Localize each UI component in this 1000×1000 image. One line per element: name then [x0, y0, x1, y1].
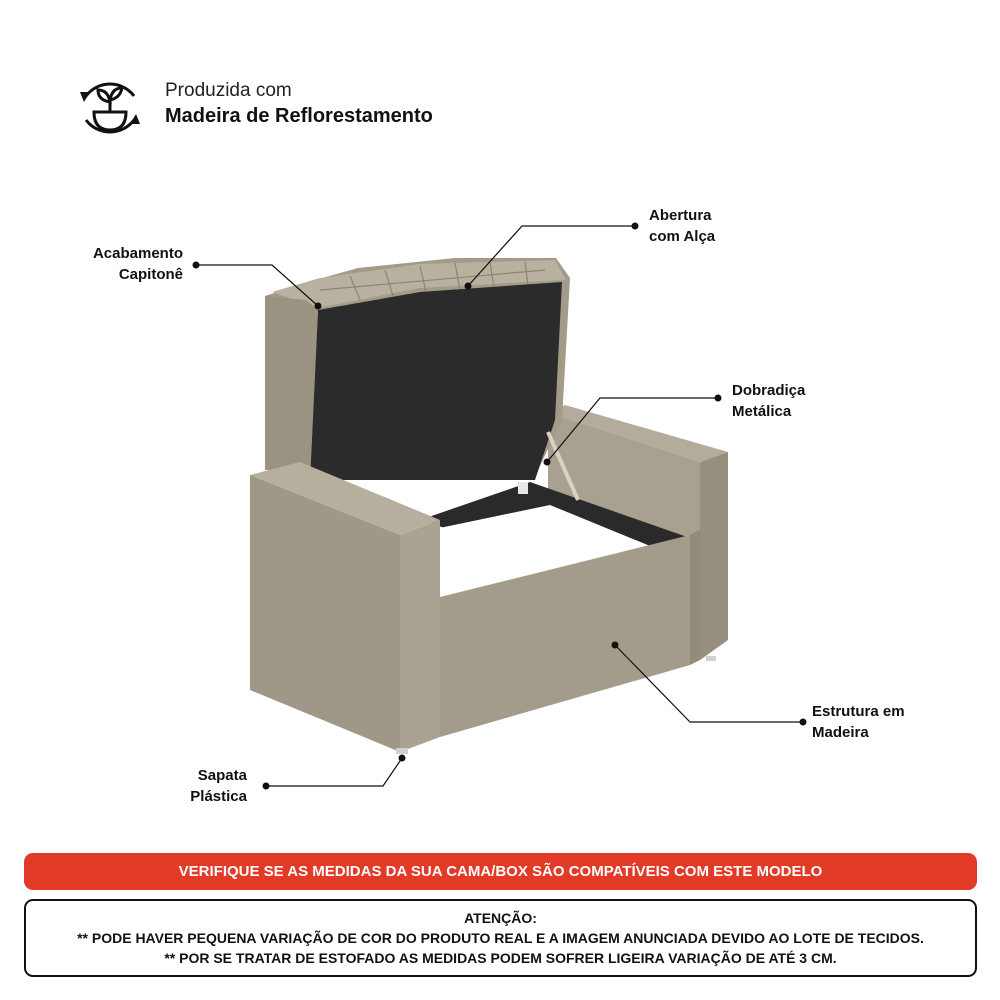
lid-interior: [310, 282, 562, 480]
callout-estrutura-line1: Estrutura em: [812, 703, 905, 720]
badge-title: Madeira de Reflorestamento: [165, 105, 433, 127]
notice-line-1: ** PODE HAVER PEQUENA VARIAÇÃO DE COR DO PRODUTO REAL E A IMAGEM ANUNCIADA DEVIDO AO LOTE DE TECIDOS.: [77, 930, 924, 946]
callout-dot-estrutura: [800, 719, 807, 726]
callout-dot-dobradica: [715, 395, 722, 402]
callout-dobradica-line1: Dobradiça: [732, 382, 806, 399]
callout-capitone-line1: Acabamento: [92, 245, 183, 262]
callout-dobradica: [732, 380, 805, 422]
size-warning-banner: VERIFIQUE SE AS MEDIDAS DA SUA CAMA/BOX SÃO COMPATÍVEIS COM ESTE MODELO: [24, 853, 977, 890]
callout-dot-capitone: [193, 262, 200, 269]
callout-sapata-line1: Sapata: [197, 767, 247, 784]
callout-abertura-line2: com Alça: [649, 228, 716, 245]
notice-title: ATENÇÃO:: [464, 910, 537, 926]
callout-estrutura: [812, 701, 905, 743]
callout-sapata: [190, 765, 247, 807]
callout-abertura-line1: Abertura: [649, 207, 712, 224]
callout-capitone-line2: Capitonê: [118, 266, 183, 283]
callout-sapata-line2: Plástica: [190, 788, 247, 805]
plastic-foot: [396, 748, 408, 754]
callout-dot-abertura: [632, 223, 639, 230]
badge-subtitle: Produzida com: [165, 80, 292, 101]
callout-dot-sapata: [263, 783, 270, 790]
callout-abertura: [649, 205, 715, 247]
callout-capitone: [93, 243, 183, 285]
attention-notice: [24, 899, 977, 977]
notice-line-2: ** POR SE TRATAR DE ESTOFADO AS MEDIDAS PODEM SOFRER LIGEIRA VARIAÇÃO DE ATÉ 3 CM.: [164, 950, 837, 966]
callout-estrutura-line2: Madeira: [812, 724, 869, 741]
callout-dobradica-line2: Metálica: [732, 403, 792, 420]
